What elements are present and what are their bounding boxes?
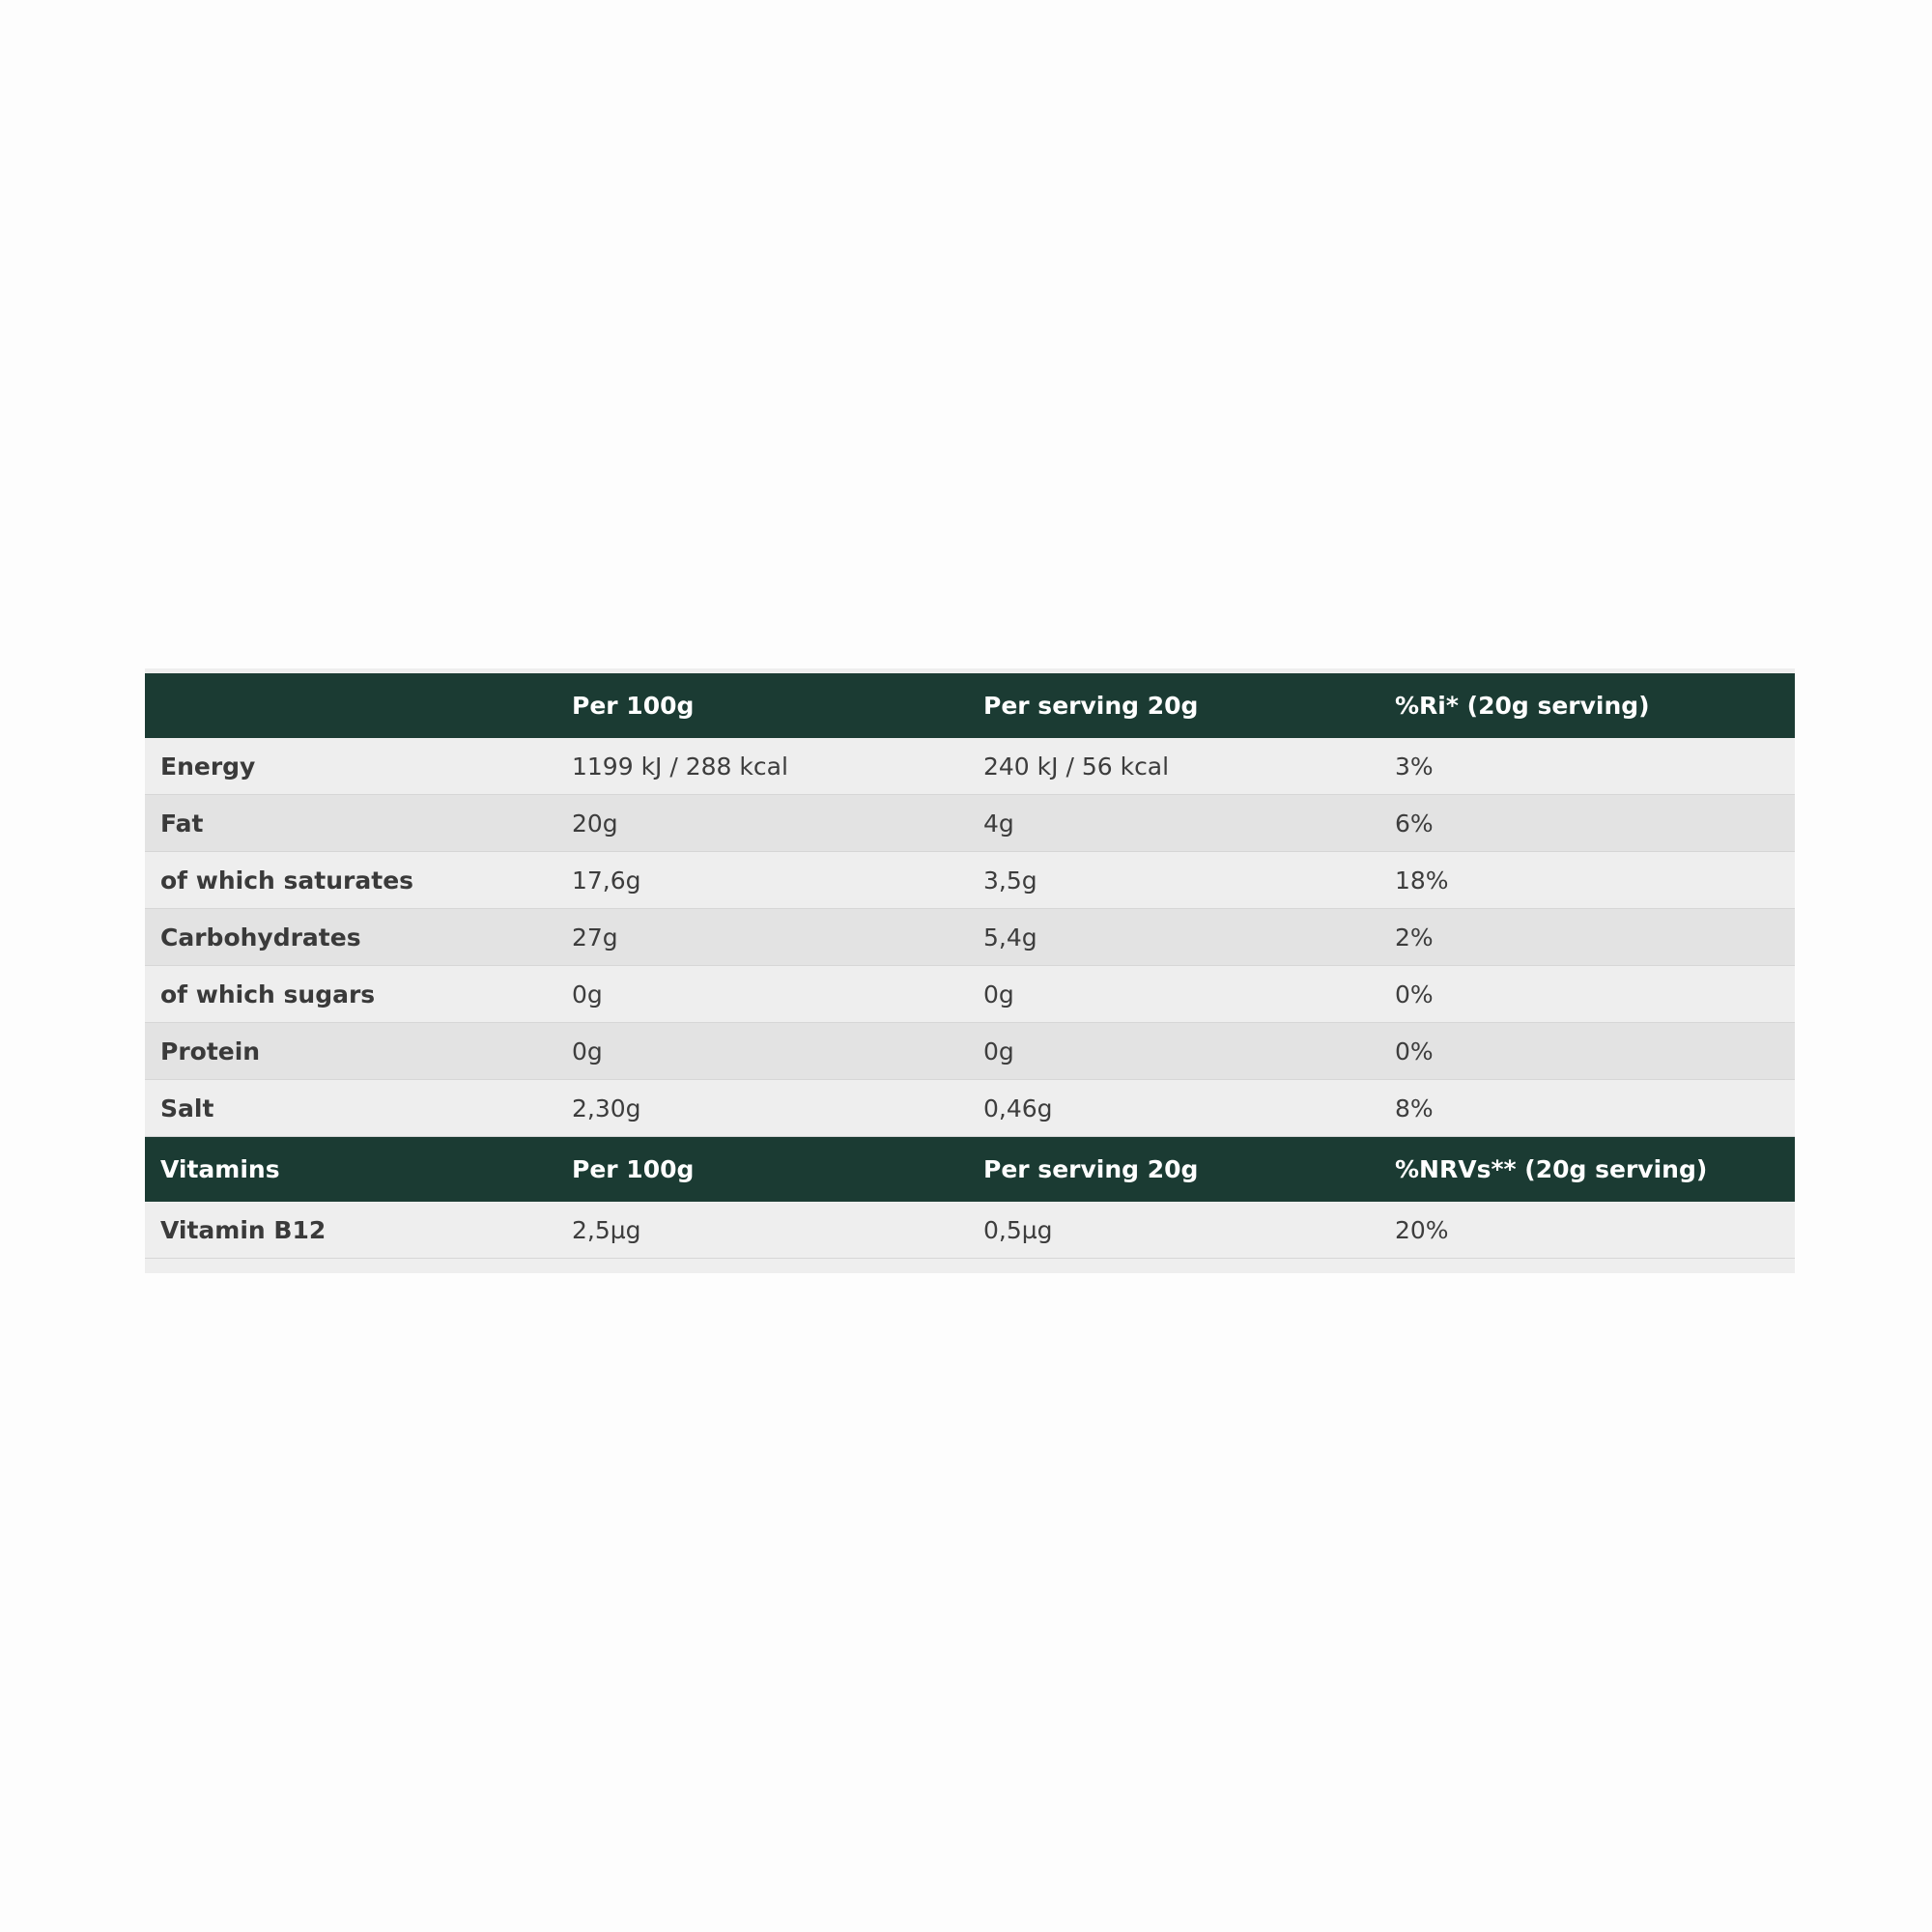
- nutrition-header-row: [145, 673, 1795, 738]
- vitamins-header-row: [145, 1137, 1795, 1202]
- table-cell: 0g: [572, 1037, 603, 1065]
- table-row: [145, 966, 1795, 1023]
- row-label: Protein: [160, 1037, 261, 1065]
- header-cell: %NRVs** (20g serving): [1395, 1155, 1708, 1183]
- header-cell: Per 100g: [572, 1155, 695, 1183]
- table-row: [145, 852, 1795, 909]
- table-cell: 6%: [1395, 809, 1434, 838]
- table-row: [145, 1080, 1795, 1137]
- header-cell: Vitamins: [160, 1155, 280, 1183]
- nutrition-grid: [145, 673, 1795, 1259]
- table-cell: 0%: [1395, 980, 1434, 1009]
- table-row: [145, 1023, 1795, 1080]
- row-label: Carbohydrates: [160, 923, 361, 952]
- table-cell: 4g: [983, 809, 1014, 838]
- table-cell: 0,5µg: [983, 1215, 1053, 1244]
- table-cell: 2%: [1395, 923, 1434, 952]
- header-cell: Per 100g: [572, 692, 695, 720]
- table-cell: 0g: [572, 980, 603, 1009]
- header-cell: Per serving 20g: [983, 692, 1199, 720]
- row-label: Fat: [160, 809, 204, 838]
- table-cell: 0,46g: [983, 1094, 1053, 1122]
- table-cell: 240 kJ / 56 kcal: [983, 752, 1170, 781]
- row-label: of which sugars: [160, 980, 376, 1009]
- header-cell: %Ri* (20g serving): [1395, 692, 1650, 720]
- table-cell: 0%: [1395, 1037, 1434, 1065]
- header-cell: Per serving 20g: [983, 1155, 1199, 1183]
- row-label: Energy: [160, 752, 256, 781]
- table-cell: 0g: [983, 980, 1014, 1009]
- table-row: [145, 738, 1795, 795]
- table-cell: 0g: [983, 1037, 1014, 1065]
- row-label: Vitamin B12: [160, 1215, 327, 1244]
- table-cell: 8%: [1395, 1094, 1434, 1122]
- table-cell: 20%: [1395, 1215, 1449, 1244]
- table-cell: 2,30g: [572, 1094, 641, 1122]
- nutrition-table: [145, 668, 1795, 1273]
- table-cell: 20g: [572, 809, 618, 838]
- row-label: Salt: [160, 1094, 214, 1122]
- table-cell: 18%: [1395, 866, 1449, 895]
- table-row: [145, 795, 1795, 852]
- table-cell: 1199 kJ / 288 kcal: [572, 752, 788, 781]
- row-label: of which saturates: [160, 866, 414, 895]
- table-cell: 27g: [572, 923, 618, 952]
- table-cell: 5,4g: [983, 923, 1037, 952]
- table-cell: 3,5g: [983, 866, 1037, 895]
- table-row: [145, 909, 1795, 966]
- table-cell: 17,6g: [572, 866, 641, 895]
- table-row: [145, 1202, 1795, 1259]
- table-cell: 3%: [1395, 752, 1434, 781]
- table-cell: 2,5µg: [572, 1215, 641, 1244]
